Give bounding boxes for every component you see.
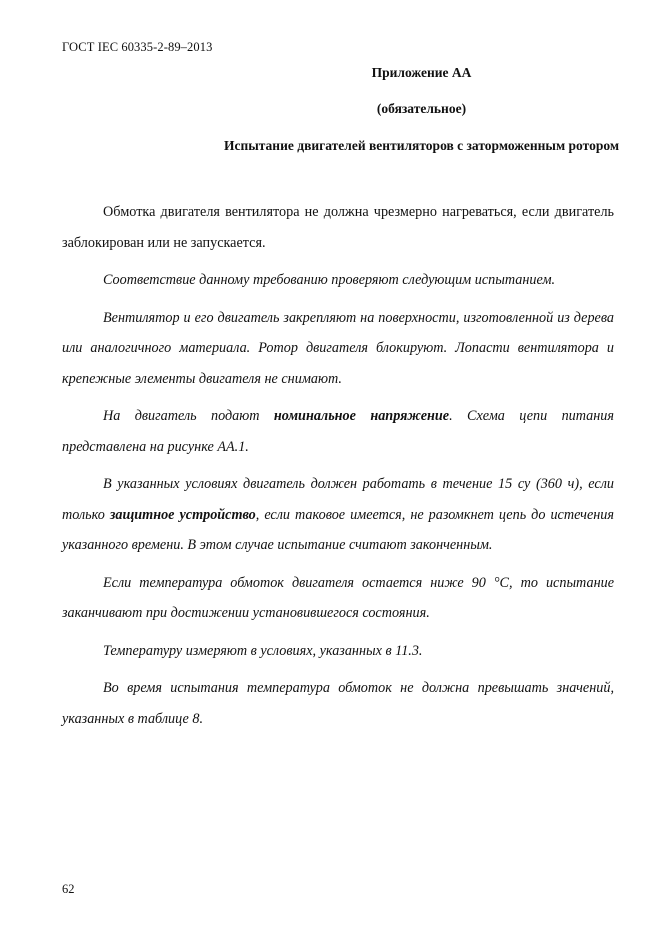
paragraph-2: Соответствие данному требованию проверяют следующим испытанием.: [103, 272, 556, 288]
term-protective-device: защитное устройство: [109, 506, 256, 523]
annex-topic: Испытание двигателей вентиляторов с заторможенным ротором: [223, 138, 620, 153]
paragraph-7: Температуру измеряют в условиях, указанных в 11.3.: [103, 642, 423, 659]
term-rated-voltage: номинальное напряжение: [273, 408, 450, 424]
paragraph-3: Вентилятор и его двигатель закрепляют на поверхности, изготовленной из дерева или аналогичного материала. Ротор двигателя блокируют. Лопасти вентилятора и крепежные элементы двигателя не снимают.: [62, 309, 614, 387]
page-number: 62: [62, 882, 75, 896]
annex-body: [62, 197, 614, 741]
paragraph-1: Обмотка двигателя вентилятора не должна чрезмерно нагреваться, если двигатель заблокирован или не запускается.: [62, 204, 614, 251]
paragraph-4: [62, 401, 614, 462]
paragraph-5: [62, 469, 614, 561]
paragraph-5-text-before: В указанных условиях двигатель должен работать в течение 15 су (360 ч), если только: [62, 476, 614, 523]
paragraph-5-text-after: , если таковое имеется, не разомкнет цепь до истечения указанного времени. В этом случае испытание считают законченным.: [62, 506, 614, 553]
paragraph-8: Во время испытания температура обмоток не должна превышать значений, указанных в таблице 8.: [62, 680, 614, 727]
standard-header: ГОСТ IEC 60335-2-89–2013: [62, 40, 213, 54]
paragraph-6: Если температура обмоток двигателя остается ниже 90 °С, то испытание заканчивают при достижении установившегося состояния.: [62, 574, 614, 621]
paragraph-4-text-before: На двигатель подают: [103, 408, 274, 424]
paragraph-4-text-after: . Схема цепи питания представлена на рисунке АА.1.: [62, 408, 614, 455]
annex-status: (обязательное): [376, 101, 467, 116]
annex-topic-block: [62, 138, 657, 154]
annex-title-block: [62, 65, 657, 81]
annex-title: Приложение АА: [371, 65, 472, 80]
annex-status-block: [62, 101, 657, 117]
